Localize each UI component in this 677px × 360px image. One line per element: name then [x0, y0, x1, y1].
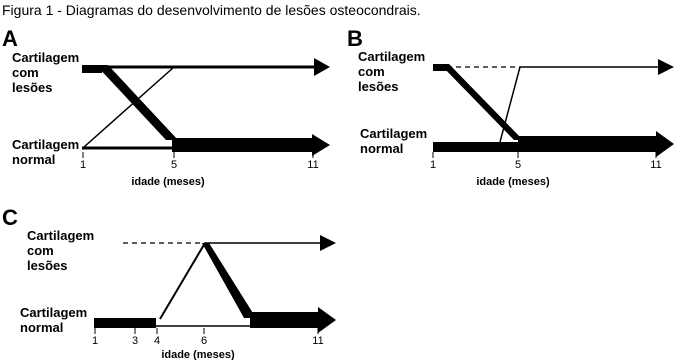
panel-a: [2, 26, 330, 188]
panel-c-normal-track-start: [94, 318, 156, 328]
panel-b: [347, 26, 674, 188]
panel-a-tick-label-11: 11: [307, 159, 319, 171]
panel-a-lesioned-label-line1: Cartilagem: [12, 50, 80, 65]
panel-b-lesioned-arrowhead: [658, 59, 674, 75]
panel-a-normal-label-line1: Cartilagem: [12, 137, 80, 152]
panel-a-lesioned-arrowhead: [314, 58, 330, 76]
panel-a-lesioned-label-line3: lesões: [12, 80, 53, 95]
panel-b-normal-label-line2: normal: [360, 141, 404, 156]
panel-c: [2, 205, 336, 360]
panel-a-axis-label: idade (meses): [131, 176, 205, 188]
panel-c-tick-label-11: 11: [312, 335, 324, 347]
panel-b-normal-arrowhead: [656, 131, 674, 157]
panel-b-normal-label-line1: Cartilagem: [360, 126, 428, 141]
panel-b-lesioned-label-line2: com: [358, 64, 385, 79]
panel-b-normal-track-thick: [518, 136, 656, 152]
panel-a-normal-label-line2: normal: [12, 152, 56, 167]
panel-c-tick-label-4: 4: [153, 335, 161, 347]
panel-c-tick-label-1: 1: [91, 335, 99, 347]
panel-b-tick-label-5: 5: [514, 159, 522, 171]
panel-a-thin-transition: [84, 67, 174, 147]
panel-a-normal-track-thick: [172, 138, 312, 152]
panel-a-tick-label-1: 1: [79, 159, 87, 171]
panel-b-lesioned-label-line3: lesões: [358, 79, 399, 94]
panel-a-normal-arrowhead: [312, 134, 330, 156]
panel-b-lesioned-label-line1: Cartilagem: [358, 49, 426, 64]
panel-a-tick-label-5: 5: [170, 159, 178, 171]
panel-b-normal-track-start: [433, 142, 518, 152]
panel-b-letter: B: [347, 26, 363, 51]
panel-c-lesioned-arrowhead: [320, 235, 336, 251]
panel-c-axis-label: idade (meses): [161, 349, 235, 360]
panel-c-lesioned-label-line1: Cartilagem: [27, 228, 95, 243]
panel-a-thick-transition: [96, 65, 178, 140]
panel-c-normal-label-line2: normal: [20, 320, 64, 335]
panel-b-tick-label-1: 1: [429, 159, 437, 171]
panel-c-lesioned-label-line2: com: [27, 243, 54, 258]
panel-a-letter: A: [2, 26, 18, 51]
panel-b-tick-label-11: 11: [650, 159, 662, 171]
panel-a-lesioned-label-line2: com: [12, 65, 39, 80]
panel-c-normal-arrowhead: [318, 307, 336, 333]
panel-c-rise: [160, 243, 205, 319]
panel-c-tick-label-3: 3: [131, 335, 139, 347]
panel-b-axis-label: idade (meses): [476, 176, 550, 188]
panel-c-letter: C: [2, 205, 18, 230]
panel-c-normal-track-thick: [250, 312, 318, 328]
panel-c-fall: [202, 243, 256, 318]
figure-caption: Figura 1 - Diagramas do desenvolvimento de lesões osteocondrais.: [2, 2, 421, 18]
panel-c-lesioned-label-line3: lesões: [27, 258, 68, 273]
panel-c-normal-label-line1: Cartilagem: [20, 305, 88, 320]
panel-c-tick-label-6: 6: [200, 335, 208, 347]
